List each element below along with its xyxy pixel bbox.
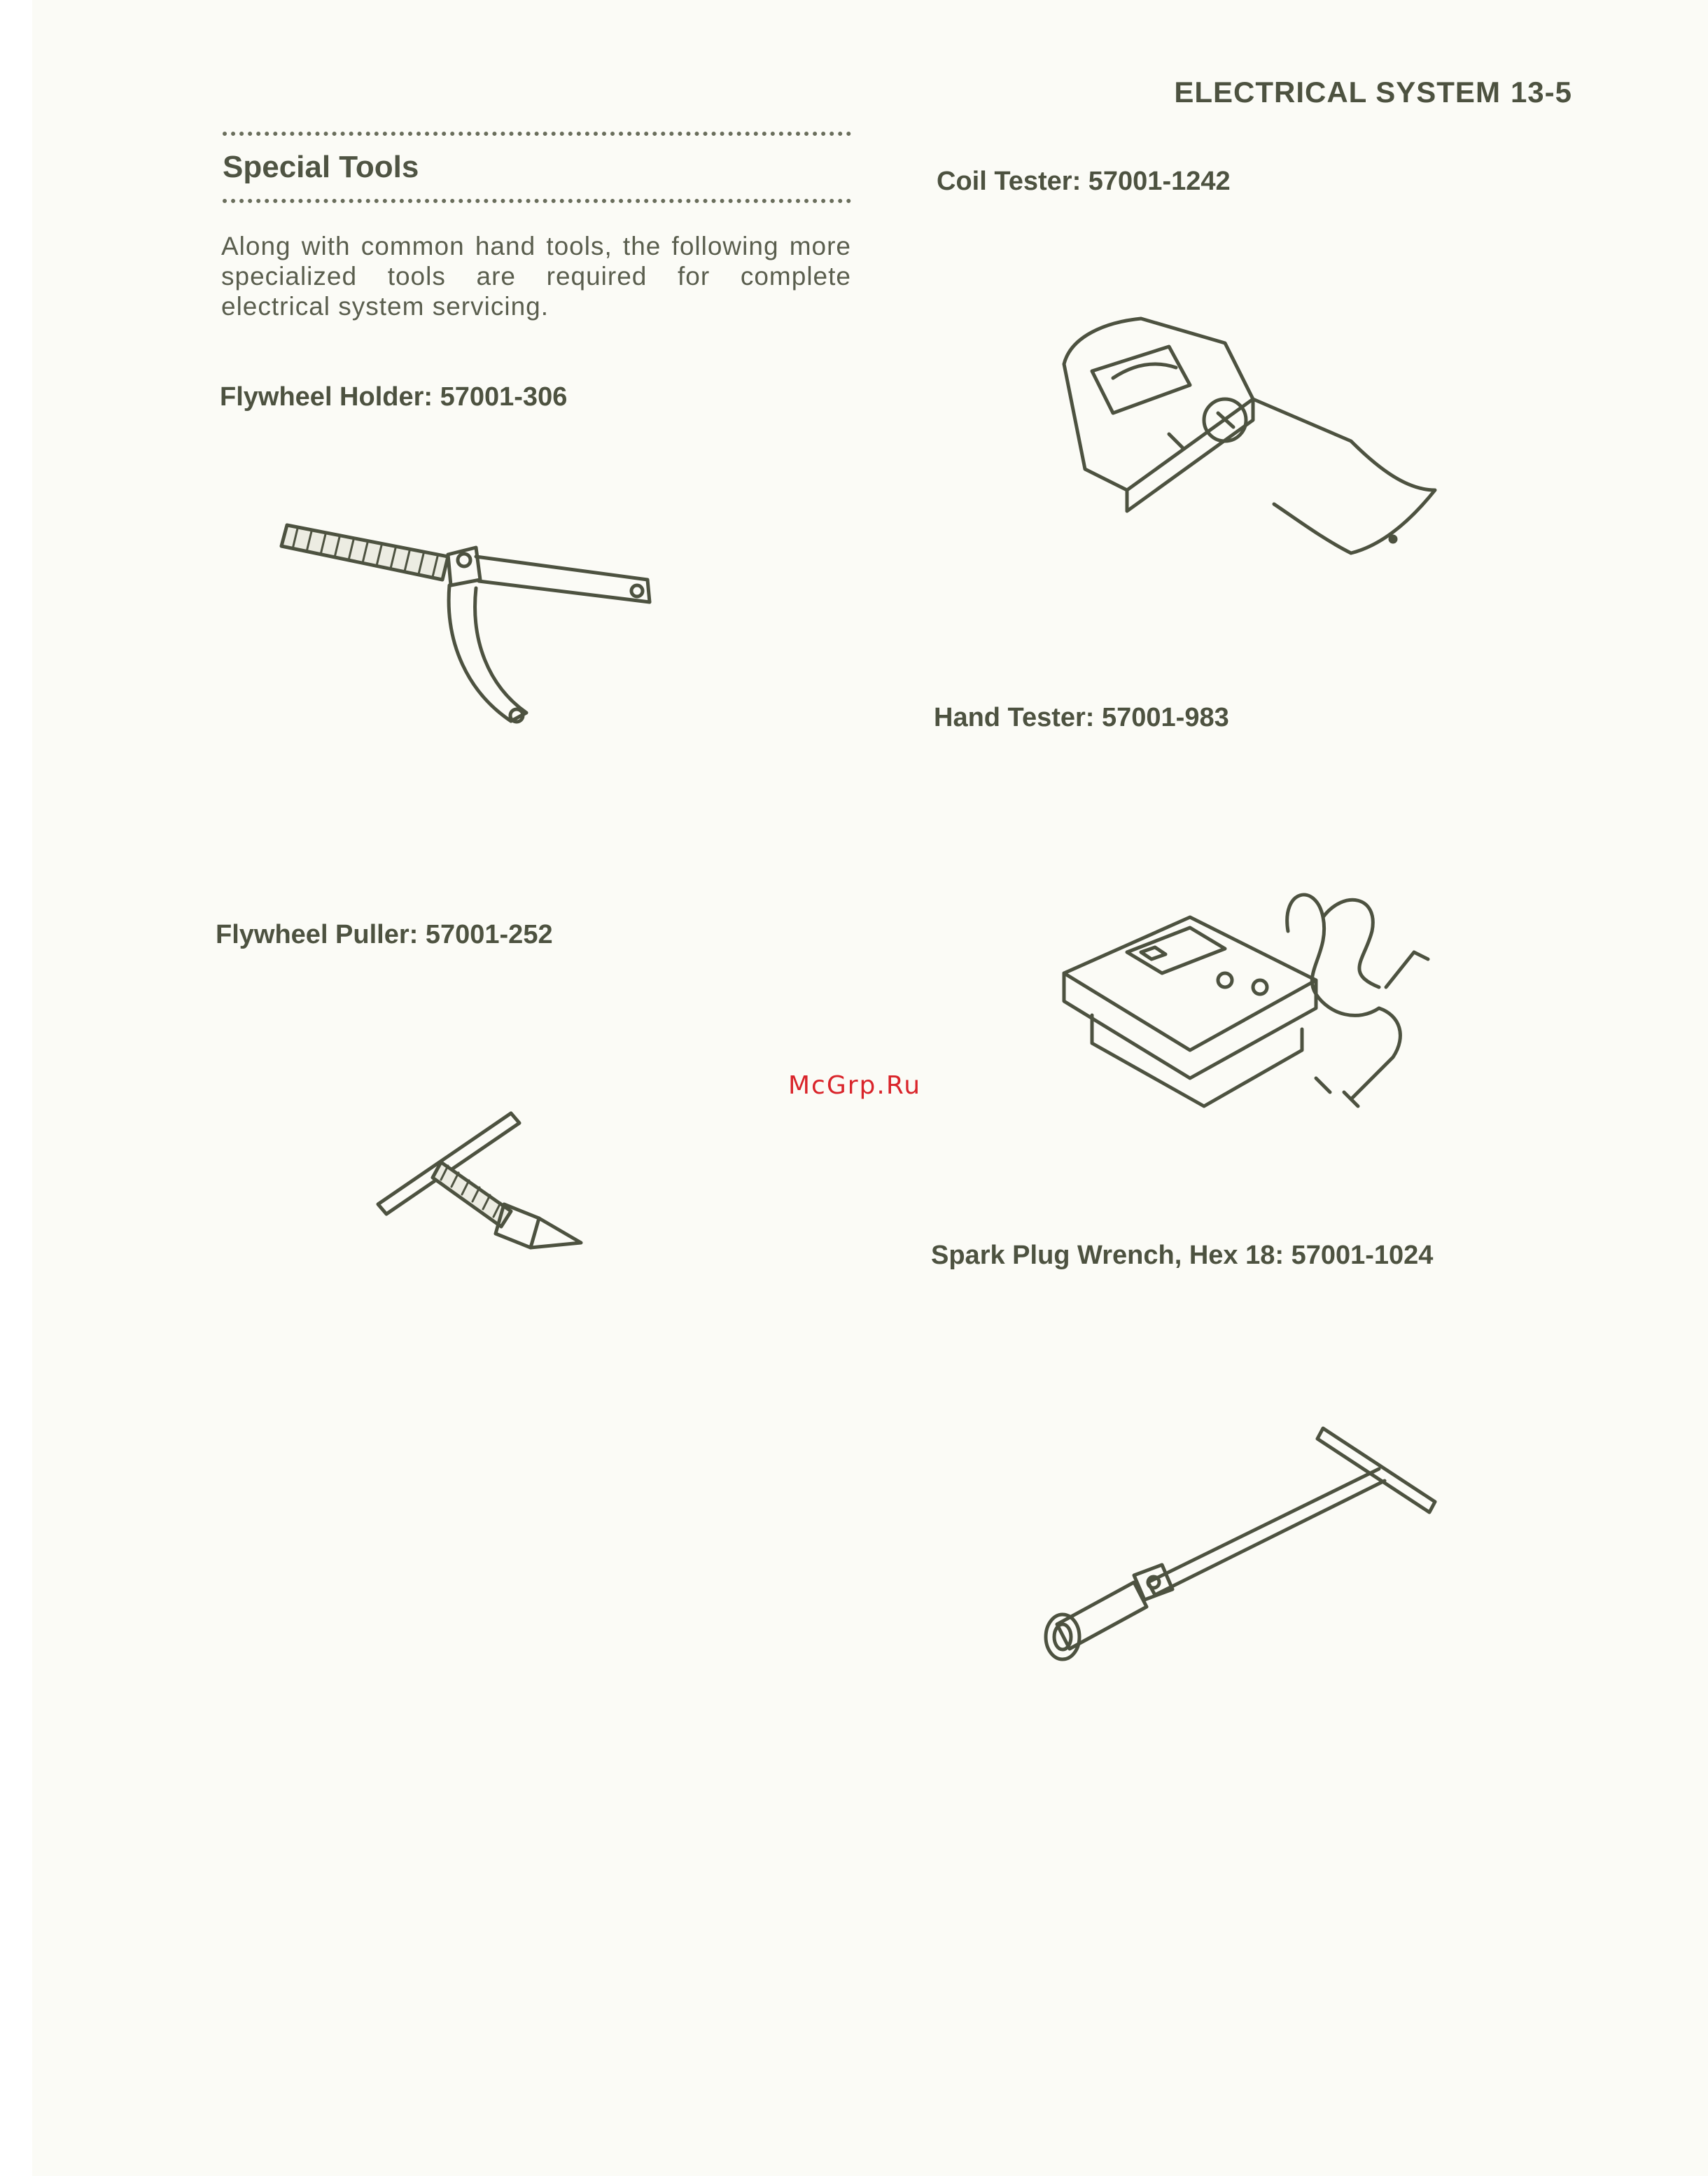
page-header (1174, 76, 1572, 109)
header-section-title: ELECTRICAL SYSTEM (1174, 76, 1501, 109)
flywheel-puller-drawing (364, 1099, 602, 1260)
coil-tester-label: Coil Tester: 57001-1242 (937, 167, 1231, 196)
flywheel-puller-label: Flywheel Puller: 57001-252 (216, 920, 553, 949)
flywheel-holder-label: Flywheel Holder: 57001-306 (220, 382, 568, 412)
dotted-rule-top (223, 132, 851, 136)
spark-plug-wrench-label: Spark Plug Wrench, Hex 18: 57001-1024 (931, 1241, 1434, 1270)
flywheel-holder-drawing (266, 490, 672, 742)
spark-plug-wrench-drawing (1029, 1414, 1449, 1680)
page-number: 13-5 (1510, 76, 1572, 109)
hand-tester-drawing (1050, 875, 1442, 1141)
dotted-rule-bottom (223, 199, 851, 203)
page-edge (0, 0, 32, 2176)
intro-paragraph: Along with common hand tools, the following more specialized tools are required for complete electrical system servicing. (221, 232, 851, 321)
section-heading: Special Tools (223, 150, 419, 184)
coil-tester-drawing (1043, 301, 1463, 567)
watermark: McGrp.Ru (788, 1071, 922, 1100)
hand-tester-label: Hand Tester: 57001-983 (934, 703, 1229, 732)
